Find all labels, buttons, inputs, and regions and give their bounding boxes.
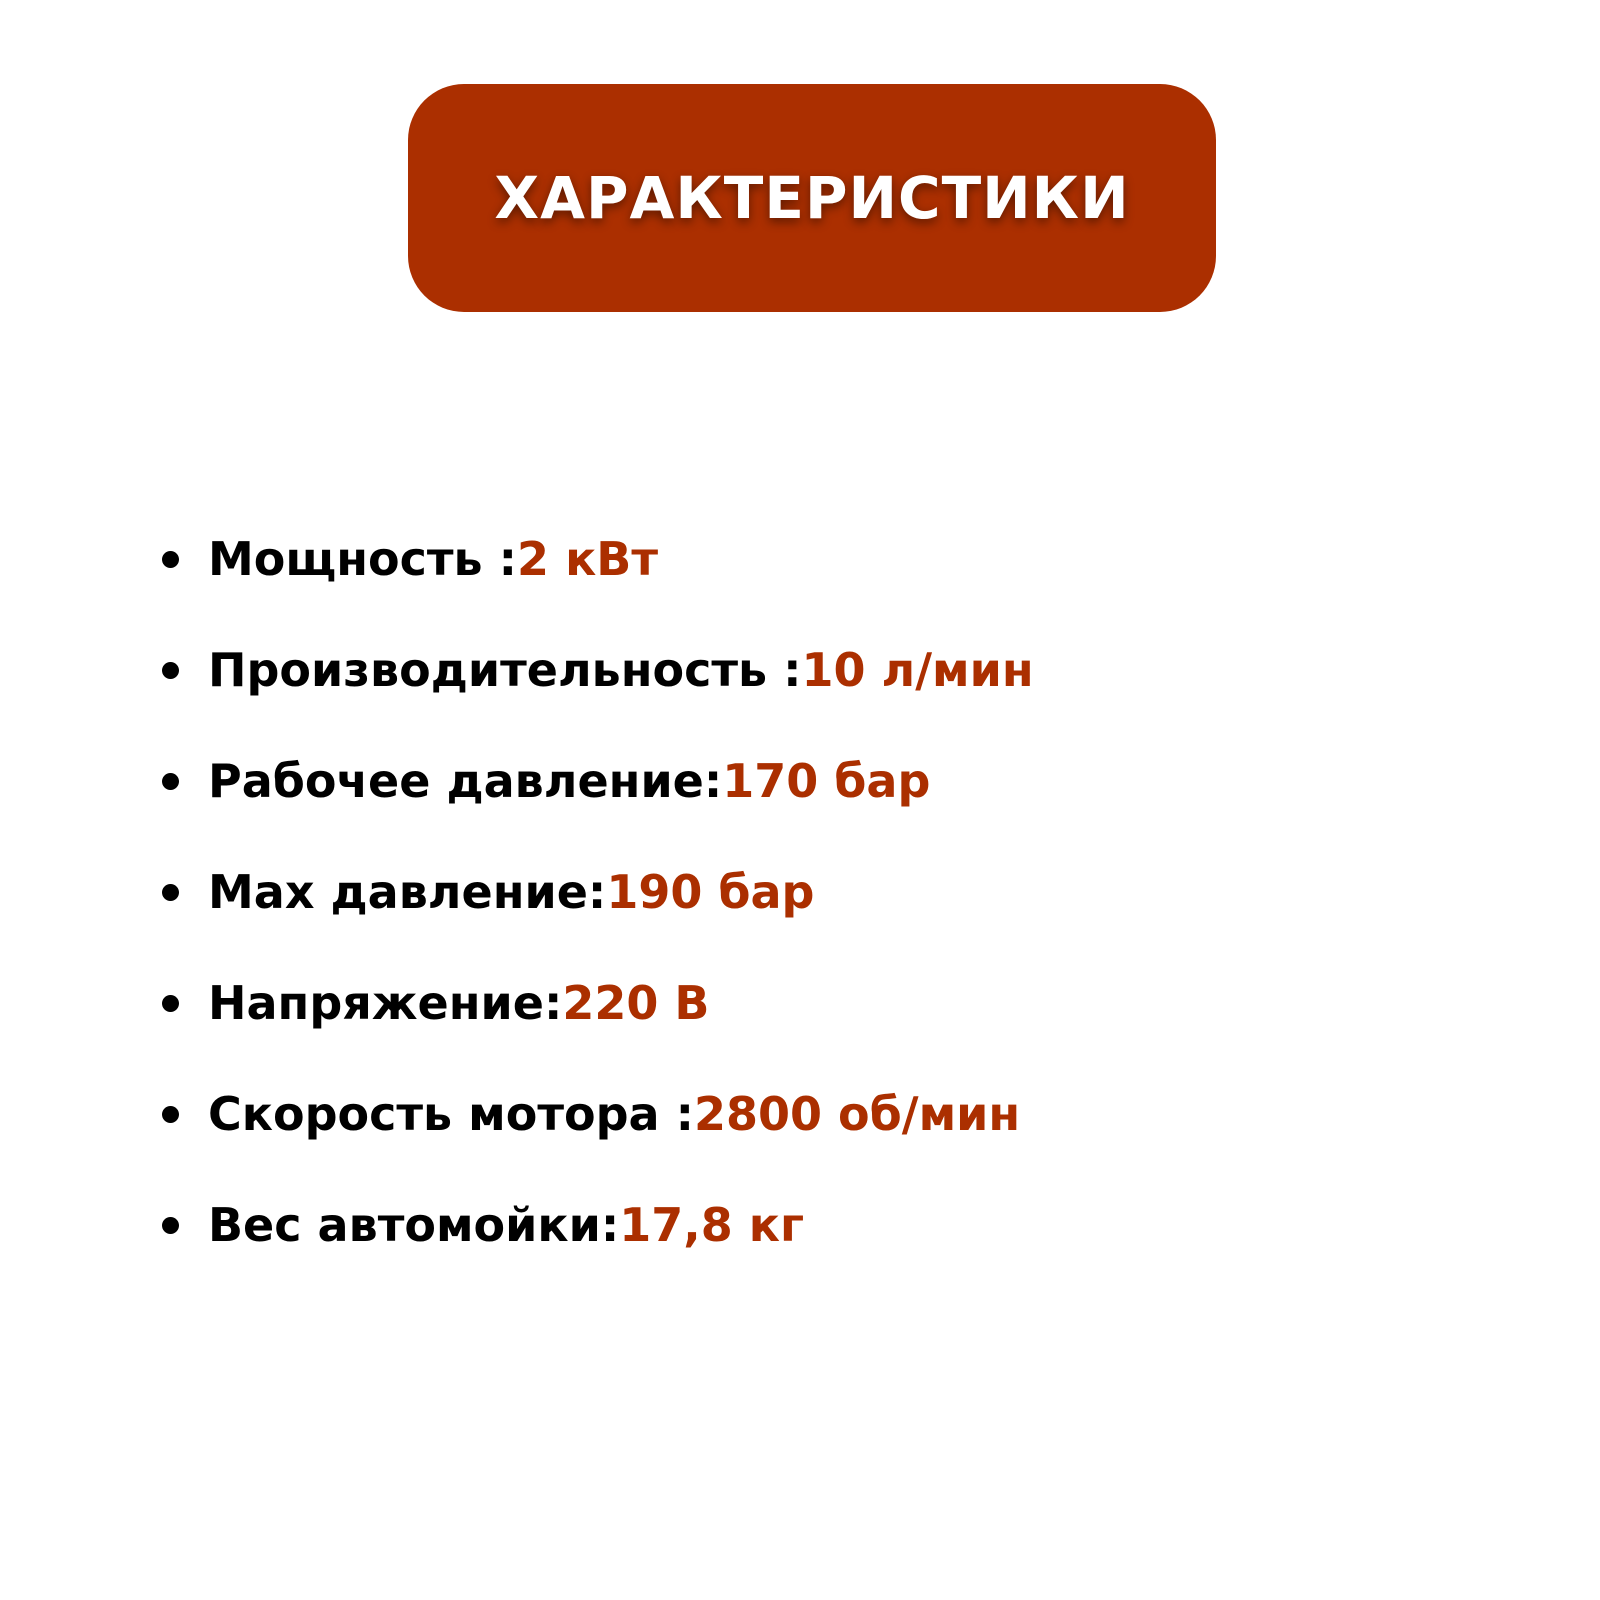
spec-item-voltage xyxy=(160,964,1460,1075)
spec-label: Max давление: xyxy=(208,865,607,919)
spec-value: 10 л/мин xyxy=(801,643,1034,697)
spec-label: Рабочее давление: xyxy=(208,754,723,808)
spec-item-max-pressure xyxy=(160,853,1460,964)
spec-value: 190 бар xyxy=(606,865,815,919)
spec-label: Напряжение: xyxy=(208,976,563,1030)
spec-list xyxy=(160,520,1460,1297)
spec-label: Вес автомойки: xyxy=(208,1198,620,1252)
spec-value: 17,8 кг xyxy=(619,1198,805,1252)
bullet-icon xyxy=(160,1075,208,1153)
spec-value: 2800 об/мин xyxy=(694,1087,1021,1141)
spec-item-motor-speed xyxy=(160,1075,1460,1186)
bullet-icon xyxy=(160,742,208,820)
bullet-icon xyxy=(160,964,208,1042)
spec-label: Производительность : xyxy=(208,643,802,697)
spec-label: Скорость мотора : xyxy=(208,1087,694,1141)
page-title: ХАРАКТЕРИСТИКИ xyxy=(494,164,1130,232)
spec-item-capacity xyxy=(160,631,1460,742)
spec-label: Мощность : xyxy=(208,532,518,586)
bullet-icon xyxy=(160,631,208,709)
spec-item-weight xyxy=(160,1186,1460,1297)
bullet-icon xyxy=(160,520,208,598)
spec-value: 170 бар xyxy=(722,754,931,808)
spec-value: 220 В xyxy=(562,976,710,1030)
title-banner xyxy=(408,84,1216,312)
spec-value: 2 кВт xyxy=(517,532,659,586)
bullet-icon xyxy=(160,1186,208,1264)
spec-item-power xyxy=(160,520,1460,631)
spec-item-working-pressure xyxy=(160,742,1460,853)
bullet-icon xyxy=(160,853,208,931)
